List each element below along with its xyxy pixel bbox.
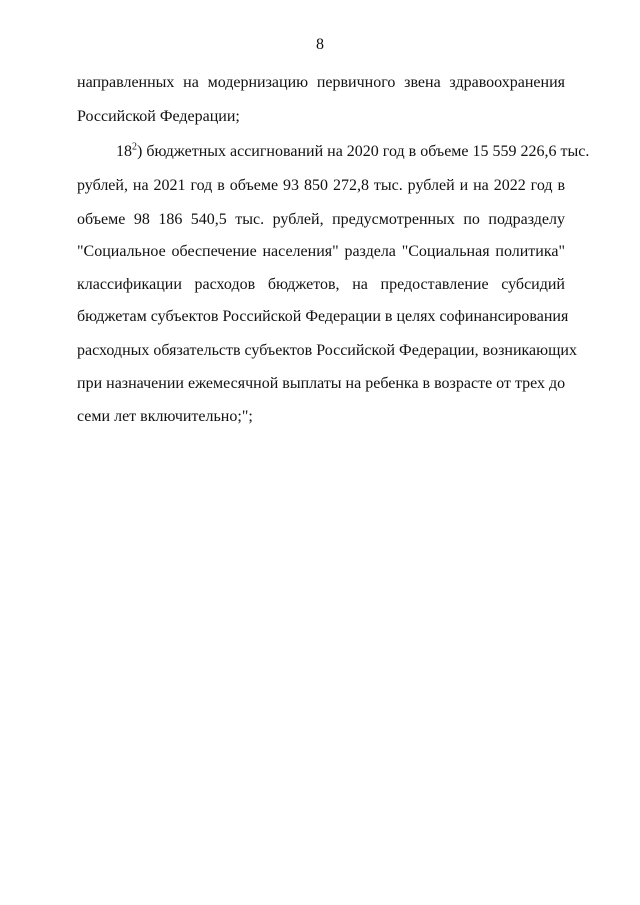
page-number: 8 (316, 36, 324, 53)
text-line: расходных обязательств субъектов Российской Федерации, возникающих (77, 342, 577, 359)
text-line: Российской Федерации; (77, 108, 240, 125)
text-line: "Социальное обеспечение населения" раздела "Социальная политика" (77, 243, 565, 260)
item-text: ) бюджетных ассигнований на 2020 год в объеме 15 559 226,6 тыс. (137, 143, 590, 160)
text-line: при назначении ежемесячной выплаты на ребенка в возрасте от трех до (77, 375, 566, 392)
text-line: бюджетам субъектов Российской Федерации в целях софинансирования (77, 308, 569, 325)
text-line: направленных на модернизацию первичного звена здравоохранения (77, 74, 565, 91)
item-first-line (116, 141, 590, 162)
text-line: рублей, на 2021 год в объеме 93 850 272,8 тыс. рублей и на 2022 год в (77, 177, 565, 194)
text-line: объеме 98 186 540,5 тыс. рублей, предусмотренных по подразделу (77, 211, 565, 228)
text-line: семи лет включительно;"; (77, 408, 253, 425)
text-line: классификации расходов бюджетов, на предоставление субсидий (77, 276, 565, 293)
item-number: 18 (116, 143, 132, 160)
item-superscript: 2 (132, 141, 137, 153)
